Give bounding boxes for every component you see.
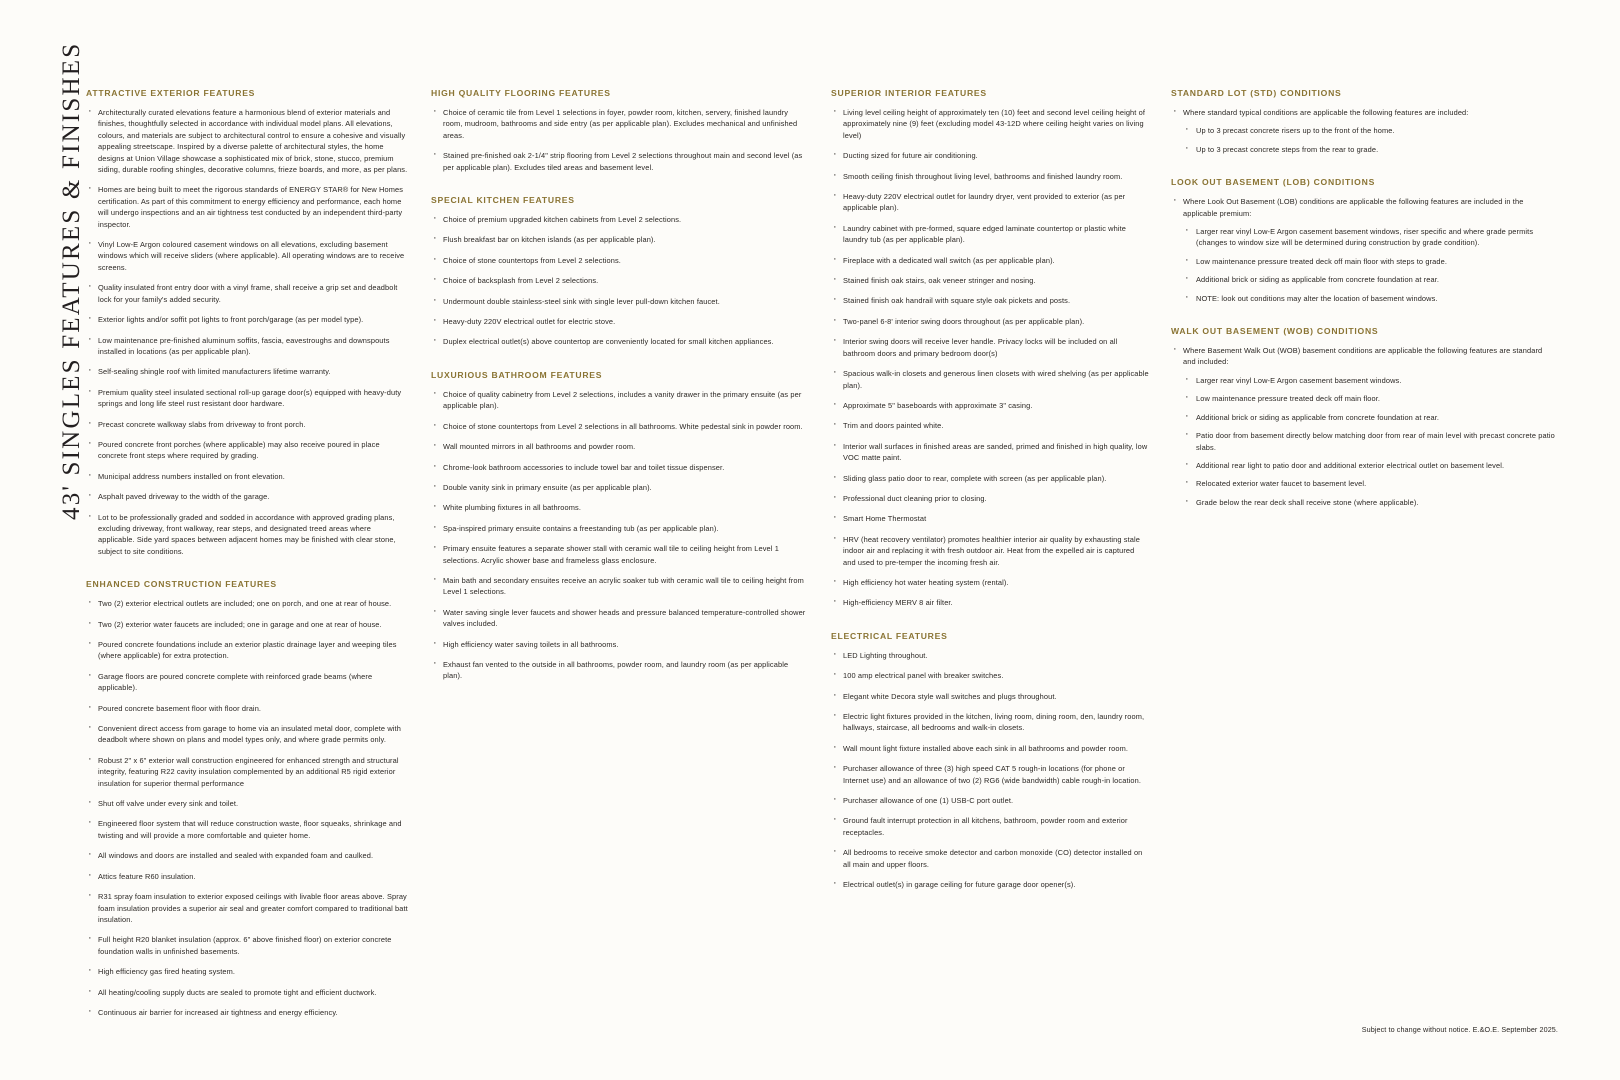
section-heading: LOOK OUT BASEMENT (LOB) CONDITIONS <box>1171 177 1376 188</box>
feature-item: · Elegant white Decora style wall switches and plugs throughout. <box>831 691 1149 702</box>
feature-item: · Sliding glass patio door to rear, complete with screen (as per applicable plan). <box>831 473 1149 484</box>
feature-item: · Self-sealing shingle roof with limited manufacturers lifetime warranty. <box>86 366 409 377</box>
feature-item: · Attics feature R60 insulation. <box>86 871 409 882</box>
feature-list <box>1171 345 1556 508</box>
feature-item: · All windows and doors are installed and sealed with expanded foam and caulked. <box>86 850 409 861</box>
feature-item: · Spa-inspired primary ensuite contains a freestanding tub (as per applicable plan). <box>431 523 809 534</box>
feature-item: · Engineered floor system that will reduce construction waste, floor squeaks, shrinkage and twisting and will provide a more comfortable and quieter home. <box>86 818 409 841</box>
feature-item: · Exhaust fan vented to the outside in all bathrooms, powder room, and laundry room (as per applicable plan). <box>431 659 809 682</box>
feature-subitem: · Up to 3 precast concrete steps from the rear to grade. <box>1183 144 1556 155</box>
feature-item: · High efficiency water saving toilets in all bathrooms. <box>431 639 809 650</box>
feature-item: · Precast concrete walkway slabs from driveway to front porch. <box>86 419 409 430</box>
feature-item: · Garage floors are poured concrete complete with reinforced grade beams (where applicable). <box>86 671 409 694</box>
feature-item: · Interior swing doors will receive lever handle. Privacy locks will be included on all bathroom doors and primary bedroom door(s) <box>831 336 1149 359</box>
feature-item: · LED Lighting throughout. <box>831 650 1149 661</box>
feature-item: · Choice of stone countertops from Level 2 selections in all bathrooms. White pedestal sink in powder room. <box>431 421 809 432</box>
feature-item <box>1171 196 1556 304</box>
column-1 <box>86 88 431 1027</box>
feature-list <box>431 107 809 173</box>
feature-item: · Interior wall surfaces in finished areas are sanded, primed and finished in high quality, low VOC matte paint. <box>831 441 1149 464</box>
feature-item: · Architecturally curated elevations feature a harmonious blend of exterior materials and finishes, thoughtfully selected in accordance with individual model plans. All elevations, colours, and materials are subject to architectural control to ensure a cohesive and visually appealing streetscape. Inspired by a diverse palette of architectural styles, the home designs at Union Village showcase a sophisticated mix of brick, stone, stucco, premium siding, durable roofing shingles, decorative columns, frieze boards, and more, as per plans. <box>86 107 409 175</box>
feature-item: · Double vanity sink in primary ensuite (as per applicable plan). <box>431 482 809 493</box>
feature-sublist <box>1183 226 1556 304</box>
feature-list <box>831 650 1149 891</box>
feature-item: · Robust 2" x 6" exterior wall construction engineered for enhanced strength and structural integrity, featuring R22 cavity insulation complemented by an additional R5 rigid exterior insulation for superior thermal performance <box>86 755 409 789</box>
feature-item: · Ground fault interrupt protection in all kitchens, bathroom, powder room and exterior receptacles. <box>831 815 1149 838</box>
feature-item: · Premium quality steel insulated sectional roll-up garage door(s) equipped with heavy-duty springs and long life steel rust resistant door hardware. <box>86 387 409 410</box>
feature-item: · Choice of quality cabinetry from Level 2 selections, includes a vanity drawer in the primary ensuite (as per applicable plan). <box>431 389 809 412</box>
feature-item: · Full height R20 blanket insulation (approx. 6" above finished floor) on exterior concrete foundation walls in unfinished basements. <box>86 934 409 957</box>
feature-subitem: · Relocated exterior water faucet to basement level. <box>1183 478 1556 489</box>
feature-list <box>431 389 809 682</box>
feature-item: · High efficiency gas fired heating system. <box>86 966 409 977</box>
feature-item: · Two (2) exterior electrical outlets are included; one on porch, and one at rear of house. <box>86 598 409 609</box>
feature-item: · Lot to be professionally graded and sodded in accordance with approved grading plans, excluding driveway, front walkway, rear steps, and designated treed areas where applicable. Side yard spaces between adjacent homes may be finished with clear stone, subject to site conditions. <box>86 512 409 558</box>
section-heading: STANDARD LOT (STD) CONDITIONS <box>1171 88 1342 98</box>
feature-item: · Main bath and secondary ensuites receive an acrylic soaker tub with ceramic wall tile to ceiling height from Level 1 selections. <box>431 575 809 598</box>
feature-item: · Stained finish oak handrail with square style oak pickets and posts. <box>831 295 1149 306</box>
page-title: 43' SINGLES FEATURES & FINISHES <box>58 41 85 520</box>
feature-list <box>1171 107 1556 155</box>
feature-item-text: Where Look Out Basement (LOB) conditions are applicable the following features are included in the applicable premium: <box>1183 197 1524 218</box>
section-heading: SUPERIOR INTERIOR FEATURES <box>831 88 987 98</box>
feature-item: · Spacious walk-in closets and generous linen closets with wired shelving (as per applicable plan). <box>831 368 1149 391</box>
feature-item: · R31 spray foam insulation to exterior exposed ceilings with livable floor areas above. Spray foam insulation provides a superior air seal and greater comfort compared to traditional batt insulation. <box>86 891 409 925</box>
feature-item: · Two-panel 6-8' interior swing doors throughout (as per applicable plan). <box>831 316 1149 327</box>
feature-list <box>86 107 409 557</box>
feature-subitem: · Additional rear light to patio door and additional exterior electrical outlet on basement level. <box>1183 460 1556 471</box>
feature-item: · Laundry cabinet with pre-formed, square edged laminate countertop or plastic white laundry tub (as per applicable plan). <box>831 223 1149 246</box>
feature-item: · Shut off valve under every sink and toilet. <box>86 798 409 809</box>
feature-item: · Poured concrete foundations include an exterior plastic drainage layer and weeping tiles (where applicable) for extra protection. <box>86 639 409 662</box>
feature-subitem: · Grade below the rear deck shall receive stone (where applicable). <box>1183 497 1556 508</box>
feature-subitem: · Larger rear vinyl Low-E Argon casement basement windows, riser specific and where grade permits (changes to window size will be determined during construction by grade condition). <box>1183 226 1556 249</box>
feature-item: · Electric light fixtures provided in the kitchen, living room, dining room, den, laundry room, hallways, staircase, all bedrooms and walk-in closets. <box>831 711 1149 734</box>
feature-item: · Primary ensuite features a separate shower stall with ceramic wall tile to ceiling height from Level 1 selections. Acrylic shower base and frameless glass enclosure. <box>431 543 809 566</box>
feature-item: · Chrome-look bathroom accessories to include towel bar and toilet tissue dispenser. <box>431 462 809 473</box>
feature-item: · Professional duct cleaning prior to closing. <box>831 493 1149 504</box>
feature-item: · Smart Home Thermostat <box>831 513 1149 524</box>
feature-item: · White plumbing fixtures in all bathrooms. <box>431 502 809 513</box>
feature-item: · Trim and doors painted white. <box>831 420 1149 431</box>
feature-item: · Heavy-duty 220V electrical outlet for electric stove. <box>431 316 809 327</box>
feature-item: · Homes are being built to meet the rigorous standards of ENERGY STAR® for New Homes certification. As part of this commitment to energy efficiency and performance, each home will undergo inspections and an air tightness test conducted by an independent third-party inspector. <box>86 184 409 230</box>
feature-item: · Heavy-duty 220V electrical outlet for laundry dryer, vent provided to exterior (as per applicable plan). <box>831 191 1149 214</box>
feature-subitem: · NOTE: look out conditions may alter the location of basement windows. <box>1183 293 1556 304</box>
feature-item: · Choice of stone countertops from Level 2 selections. <box>431 255 809 266</box>
feature-item: · Asphalt paved driveway to the width of the garage. <box>86 491 409 502</box>
feature-item: · Choice of backsplash from Level 2 selections. <box>431 275 809 286</box>
column-2 <box>431 88 831 1027</box>
feature-subitem: · Larger rear vinyl Low-E Argon casement basement windows. <box>1183 375 1556 386</box>
feature-sublist <box>1183 375 1556 508</box>
feature-list <box>431 214 809 348</box>
feature-subitem: · Additional brick or siding as applicable from concrete foundation at rear. <box>1183 412 1556 423</box>
column-4 <box>1171 88 1556 1027</box>
feature-item: · Duplex electrical outlet(s) above countertop are conveniently located for small kitchen appliances. <box>431 336 809 347</box>
feature-item: · Continuous air barrier for increased air tightness and energy efficiency. <box>86 1007 409 1018</box>
feature-item: · Low maintenance pre-finished aluminum soffits, fascia, eavestroughs and downspouts installed in locations (as per applicable plan). <box>86 335 409 358</box>
feature-item: · Two (2) exterior water faucets are included; one in garage and one at rear of house. <box>86 619 409 630</box>
feature-item: · Choice of premium upgraded kitchen cabinets from Level 2 selections. <box>431 214 809 225</box>
section-heading: HIGH QUALITY FLOORING FEATURES <box>431 88 611 98</box>
feature-item: · Fireplace with a dedicated wall switch (as per applicable plan). <box>831 255 1149 266</box>
feature-item-text: Where Basement Walk Out (WOB) basement conditions are applicable the following features are standard and included: <box>1183 346 1543 367</box>
feature-item: · Poured concrete basement floor with floor drain. <box>86 703 409 714</box>
feature-item: · Flush breakfast bar on kitchen islands (as per applicable plan). <box>431 234 809 245</box>
feature-sublist <box>1183 125 1556 155</box>
feature-item: · Electrical outlet(s) in garage ceiling for future garage door opener(s). <box>831 879 1149 890</box>
feature-item: · Water saving single lever faucets and shower heads and pressure balanced temperature-controlled shower valves included. <box>431 607 809 630</box>
feature-item: · Quality insulated front entry door with a vinyl frame, shall receive a grip set and deadbolt lock for your family's added security. <box>86 282 409 305</box>
feature-item: · Convenient direct access from garage to home via an insulated metal door, complete with deadbolt where shown on plans and model types only, and where grade permits only. <box>86 723 409 746</box>
feature-item: · Wall mounted mirrors in all bathrooms and powder room. <box>431 441 809 452</box>
feature-list <box>1171 196 1556 304</box>
feature-list <box>86 598 409 1018</box>
feature-item-text: Where standard typical conditions are applicable the following features are included: <box>1183 108 1469 117</box>
feature-item: · Municipal address numbers installed on front elevation. <box>86 471 409 482</box>
feature-item: · Choice of ceramic tile from Level 1 selections in foyer, powder room, kitchen, servery, finished laundry room, mudroom, bathrooms and side entry (as per applicable plan). Excludes mechanical and unfinished areas. <box>431 107 809 141</box>
vertical-page-title <box>14 0 84 1080</box>
columns-container <box>86 88 1556 1027</box>
feature-item: · High efficiency hot water heating system (rental). <box>831 577 1149 588</box>
feature-item <box>1171 107 1556 155</box>
section-heading: ENHANCED CONSTRUCTION FEATURES <box>86 579 277 590</box>
feature-item: · Purchaser allowance of one (1) USB-C port outlet. <box>831 795 1149 806</box>
section-heading: SPECIAL KITCHEN FEATURES <box>431 195 575 206</box>
feature-item: · Poured concrete front porches (where applicable) may also receive poured in place concrete front steps where required by grading. <box>86 439 409 462</box>
feature-item: · Smooth ceiling finish throughout living level, bathrooms and finished laundry room. <box>831 171 1149 182</box>
feature-list <box>831 107 1149 609</box>
feature-item: · Stained pre-finished oak 2-1/4" strip flooring from Level 2 selections throughout main and second level (as per applicable plan). Excludes tiled areas and basement level. <box>431 150 809 173</box>
feature-item: · All bedrooms to receive smoke detector and carbon monoxide (CO) detector installed on all main and upper floors. <box>831 847 1149 870</box>
feature-item: · Wall mount light fixture installed above each sink in all bathrooms and powder room. <box>831 743 1149 754</box>
feature-item: · Living level ceiling height of approximately ten (10) feet and second level ceiling height of approximately nine (9) feet (excluding model 43-12D where ceiling height varies on living level) <box>831 107 1149 141</box>
feature-item: · Undermount double stainless-steel sink with single lever pull-down kitchen faucet. <box>431 296 809 307</box>
feature-item: · Approximate 5" baseboards with approximate 3" casing. <box>831 400 1149 411</box>
feature-item: · Ducting sized for future air conditioning. <box>831 150 1149 161</box>
section-heading: ATTRACTIVE EXTERIOR FEATURES <box>86 88 256 98</box>
feature-item: · Purchaser allowance of three (3) high speed CAT 5 rough-in locations (for phone or Internet use) and an allowance of two (2) RG6 (wide bandwidth) cable rough-in location. <box>831 763 1149 786</box>
feature-item: · Vinyl Low-E Argon coloured casement windows on all elevations, excluding basement windows which will receive sliders (where applicable). All operating windows are to receive screens. <box>86 239 409 273</box>
section-heading: ELECTRICAL FEATURES <box>831 630 948 641</box>
section-heading: WALK OUT BASEMENT (WOB) CONDITIONS <box>1171 326 1379 337</box>
feature-subitem: · Patio door from basement directly below matching door from rear of main level with precast concrete patio slabs. <box>1183 430 1556 453</box>
column-3 <box>831 88 1171 1027</box>
section-heading: LUXURIOUS BATHROOM FEATURES <box>431 369 603 380</box>
feature-item: · All heating/cooling supply ducts are sealed to promote tight and efficient ductwork. <box>86 987 409 998</box>
disclaimer-footer: Subject to change without notice. E.&O.E. September 2025. <box>1361 1025 1558 1034</box>
feature-subitem: · Additional brick or siding as applicable from concrete foundation at rear. <box>1183 274 1556 285</box>
feature-item: · High-efficiency MERV 8 air filter. <box>831 597 1149 608</box>
feature-subitem: · Low maintenance pressure treated deck off main floor. <box>1183 393 1556 404</box>
feature-item: · HRV (heat recovery ventilator) promotes healthier interior air quality by exhausting stale indoor air and replacing it with fresh outdoor air. Heat from the expelled air is captured and used to pre-temper the incoming fresh air. <box>831 534 1149 568</box>
feature-subitem: · Low maintenance pressure treated deck off main floor with steps to grade. <box>1183 256 1556 267</box>
feature-item: · 100 amp electrical panel with breaker switches. <box>831 670 1149 681</box>
feature-subitem: · Up to 3 precast concrete risers up to the front of the home. <box>1183 125 1556 136</box>
feature-item: · Stained finish oak stairs, oak veneer stringer and nosing. <box>831 275 1149 286</box>
feature-item <box>1171 345 1556 508</box>
feature-item: · Exterior lights and/or soffit pot lights to front porch/garage (as per model type). <box>86 314 409 325</box>
